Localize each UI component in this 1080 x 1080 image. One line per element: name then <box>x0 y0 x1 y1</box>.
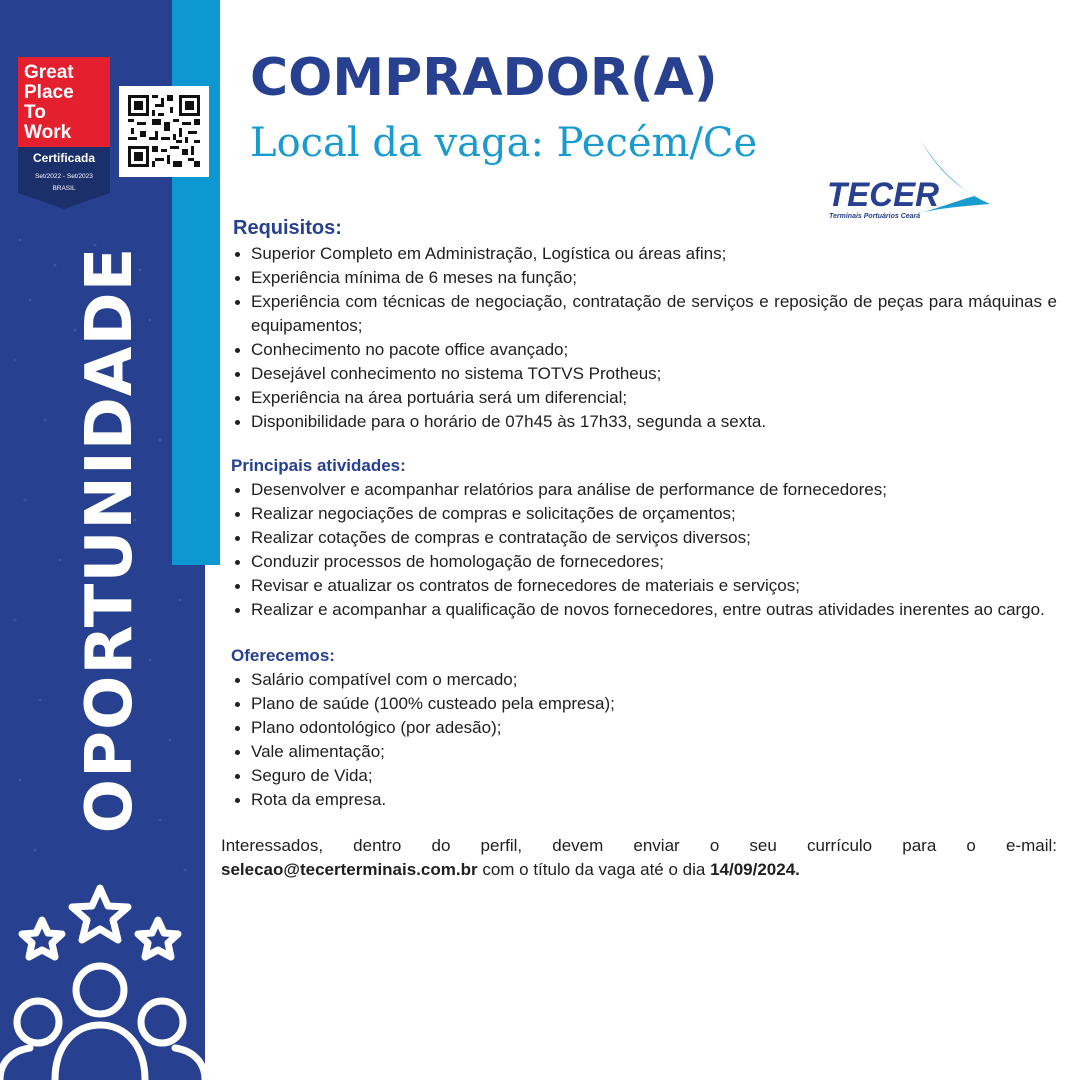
list-item: Vale alimentação; <box>221 740 1057 764</box>
instructions-text: Interessados, dentro do perfil, devem enviar o seu currículo para o e-mail: <box>221 836 1057 855</box>
list-item: Rota da empresa. <box>221 788 1057 812</box>
list-item: Disponibilidade para o horário de 07h45 às 17h33, segunda a sexta. <box>221 410 1057 434</box>
list-item: Conhecimento no pacote office avançado; <box>221 338 1057 362</box>
list-item: Desejável conhecimento no sistema TOTVS Protheus; <box>221 362 1057 386</box>
qr-code-pattern <box>128 95 200 167</box>
badge-period: Set/2022 - Set/2023 <box>35 173 93 180</box>
badge-line3: To <box>24 102 46 123</box>
job-description <box>221 214 1057 882</box>
job-location: Local da vaga: Pecém/Ce <box>250 120 758 166</box>
deadline-date: 14/09/2024. <box>710 860 800 879</box>
list-item: Desenvolver e acompanhar relatórios para análise de performance de fornecedores; <box>221 478 1057 502</box>
logo-wordmark: TECER <box>827 176 940 214</box>
list-item: Conduzir processos de homologação de fornecedores; <box>221 550 1057 574</box>
list-item: Experiência mínima de 6 meses na função; <box>221 266 1057 290</box>
contact-email[interactable]: selecao@tecerterminais.com.br <box>221 860 478 879</box>
badge-certified: Certificada <box>32 151 96 165</box>
requirements-heading: Requisitos: <box>233 217 342 239</box>
application-instructions <box>221 834 1057 882</box>
job-title: COMPRADOR(A) <box>250 48 718 108</box>
list-item: Revisar e atualizar os contratos de fornecedores de materiais e serviços; <box>221 574 1057 598</box>
great-place-to-work-badge <box>18 57 110 209</box>
logo-tagline: Terminais Portuários Ceará <box>829 213 921 220</box>
list-item: Seguro de Vida; <box>221 764 1057 788</box>
list-item: Realizar negociações de compras e solicitações de orçamentos; <box>221 502 1057 526</box>
list-item: Experiência na área portuária será um diferencial; <box>221 386 1057 410</box>
team-stars-icon <box>0 880 205 1080</box>
list-item: Plano odontológico (por adesão); <box>221 716 1057 740</box>
list-item: Experiência com técnicas de negociação, contratação de serviços e reposição de peças para máquinas e equipamentos; <box>221 290 1057 338</box>
instructions-middle: com o título da vaga até o dia <box>477 860 711 879</box>
activities-heading: Principais atividades: <box>231 456 406 475</box>
list-item: Plano de saúde (100% custeado pela empresa); <box>221 692 1057 716</box>
accent-stripe <box>172 0 220 565</box>
badge-line1: Great <box>24 62 74 83</box>
benefits-list <box>221 668 1057 812</box>
badge-line4: Work <box>24 122 72 143</box>
side-banner-text: OPORTUNIDADE <box>73 246 147 834</box>
list-item: Superior Completo em Administração, Logística ou áreas afins; <box>221 242 1057 266</box>
requirements-list <box>221 242 1057 434</box>
badge-country: BRASIL <box>52 185 76 192</box>
list-item: Realizar e acompanhar a qualificação de novos fornecedores, entre outras atividades inerentes ao cargo. <box>221 598 1057 622</box>
list-item: Realizar cotações de compras e contratação de serviços diversos; <box>221 526 1057 550</box>
benefits-heading: Oferecemos: <box>231 646 335 665</box>
activities-list <box>221 478 1057 622</box>
qr-code[interactable] <box>119 86 209 177</box>
badge-line2: Place <box>24 82 74 103</box>
list-item: Salário compatível com o mercado; <box>221 668 1057 692</box>
